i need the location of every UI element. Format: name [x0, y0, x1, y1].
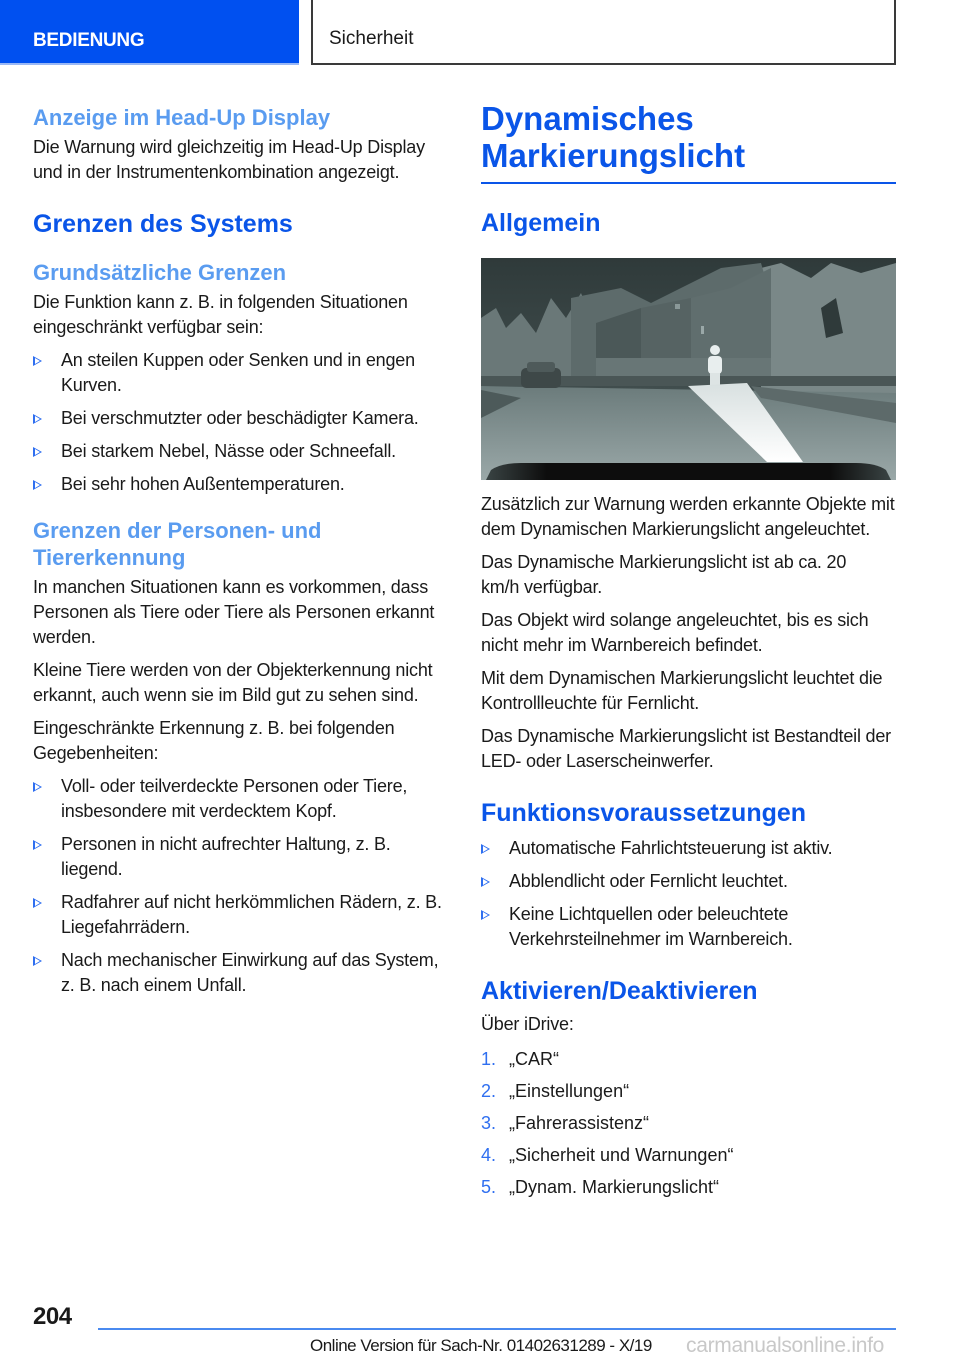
chapter-tab: [311, 0, 896, 65]
list-item: Bei verschmutzter oder beschädigter Kamera.: [33, 406, 453, 431]
list-item: Voll- oder teilverdeckte Personen oder Tiere, insbesondere mit verdecktem Kopf.: [33, 774, 453, 824]
chapter-label: Sicherheit: [329, 28, 414, 49]
triangle-bullet-icon: [33, 414, 42, 424]
activate-intro: Über iDrive:: [481, 1014, 574, 1034]
triangle-bullet-icon: [481, 844, 490, 854]
list-item: Automatische Fahrlichtsteuerung ist aktiv.: [481, 836, 881, 861]
heading-activate: Aktivieren/Deaktivieren: [481, 977, 758, 1005]
triangle-bullet-icon: [33, 956, 42, 966]
list-item: Abblendlicht oder Fernlicht leuchtet.: [481, 869, 881, 894]
section-label: BEDIENUNG: [33, 30, 145, 51]
triangle-bullet-icon: [33, 447, 42, 457]
footer-version-text: Online Version für Sach-Nr. 01402631289 - X/19: [310, 1336, 652, 1355]
step-item: 2. „Einstellungen“: [481, 1081, 630, 1101]
general-p4: Mit dem Dynamischen Markierungslicht leuchtet die Kontrollleuchte für Fernlicht.: [481, 668, 883, 713]
step-item: 1. „CAR“: [481, 1049, 559, 1069]
recog-p1: In manchen Situationen kann es vorkommen, dass Personen als Tiere oder Tiere als Personen erkannt werden.: [33, 577, 435, 647]
night-road-illustration: [481, 258, 896, 480]
general-p5: Das Dynamische Markierungslicht ist Bestandteil der LED- oder Laserscheinwerfer.: [481, 726, 891, 771]
triangle-bullet-icon: [481, 877, 490, 887]
general-p3: Das Objekt wird solange angeleuchtet, bis es sich nicht mehr im Warnbereich befindet.: [481, 610, 869, 655]
recog-p2: Kleine Tiere werden von der Objekterkennung nicht erkannt, auch wenn sie im Bild gut zu sehen sind.: [33, 660, 433, 705]
section-tab: [0, 0, 299, 65]
heading-system-limits: Grenzen des Systems: [33, 210, 293, 238]
left-column: [33, 100, 453, 1006]
page-number: 204: [33, 1303, 72, 1330]
heading-general: Allgemein: [481, 209, 601, 237]
heading-hud: Anzeige im Head-Up Display: [33, 105, 331, 130]
title-divider: [481, 182, 896, 184]
triangle-bullet-icon: [33, 480, 42, 490]
list-item: An steilen Kuppen oder Senken und in engen Kurven.: [33, 348, 453, 398]
list-item: Personen in nicht aufrechter Haltung, z. B. liegend.: [33, 832, 453, 882]
watermark: carmanualsonline.info: [686, 1334, 884, 1357]
list-item: Bei sehr hohen Außentemperaturen.: [33, 472, 453, 497]
general-p1: Zusätzlich zur Warnung werden erkannte Objekte mit dem Dynamischen Markierungslicht angeleuchtet.: [481, 494, 895, 539]
activation-steps: [481, 1047, 896, 1200]
hud-text: Die Warnung wird gleichzeitig im Head-Up Display und in der Instrumentenkombination angezeigt.: [33, 137, 425, 182]
basic-limits-list: [33, 348, 453, 497]
heading-basic-limits: Grundsätzliche Grenzen: [33, 260, 287, 285]
step-item: 3. „Fahrerassistenz“: [481, 1113, 650, 1133]
triangle-bullet-icon: [33, 898, 42, 908]
right-column: [481, 100, 896, 1207]
basic-intro: Die Funktion kann z. B. in folgenden Situationen eingeschränkt verfügbar sein:: [33, 292, 408, 337]
list-item: Keine Lichtquellen oder beleuchtete Verkehrsteilnehmer im Warnbereich.: [481, 902, 881, 952]
step-item: 4. „Sicherheit und Warnungen“: [481, 1145, 734, 1165]
step-item: 5. „Dynam. Markierungslicht“: [481, 1177, 720, 1197]
triangle-bullet-icon: [481, 910, 490, 920]
triangle-bullet-icon: [33, 840, 42, 850]
list-item: Radfahrer auf nicht herkömmlichen Rädern, z. B. Liegefahrrädern.: [33, 890, 453, 940]
list-item: Bei starkem Nebel, Nässe oder Schneefall.: [33, 439, 453, 464]
general-p2: Das Dynamische Markierungslicht ist ab ca. 20 km/h verfügbar.: [481, 552, 847, 597]
heading-recognition-limits: Grenzen der Personen- und Tiererkennung: [33, 518, 322, 570]
page-title: Dynamisches Markierungslicht: [481, 100, 746, 174]
heading-requirements: Funktionsvoraussetzungen: [481, 799, 807, 827]
footer-divider: [98, 1328, 896, 1330]
recognition-limits-list: [33, 774, 453, 998]
triangle-bullet-icon: [33, 782, 42, 792]
recog-p3: Eingeschränkte Erkennung z. B. bei folgenden Gegebenheiten:: [33, 718, 395, 763]
triangle-bullet-icon: [33, 356, 42, 366]
requirements-list: [481, 836, 881, 952]
list-item: Nach mechanischer Einwirkung auf das System, z. B. nach einem Unfall.: [33, 948, 453, 998]
